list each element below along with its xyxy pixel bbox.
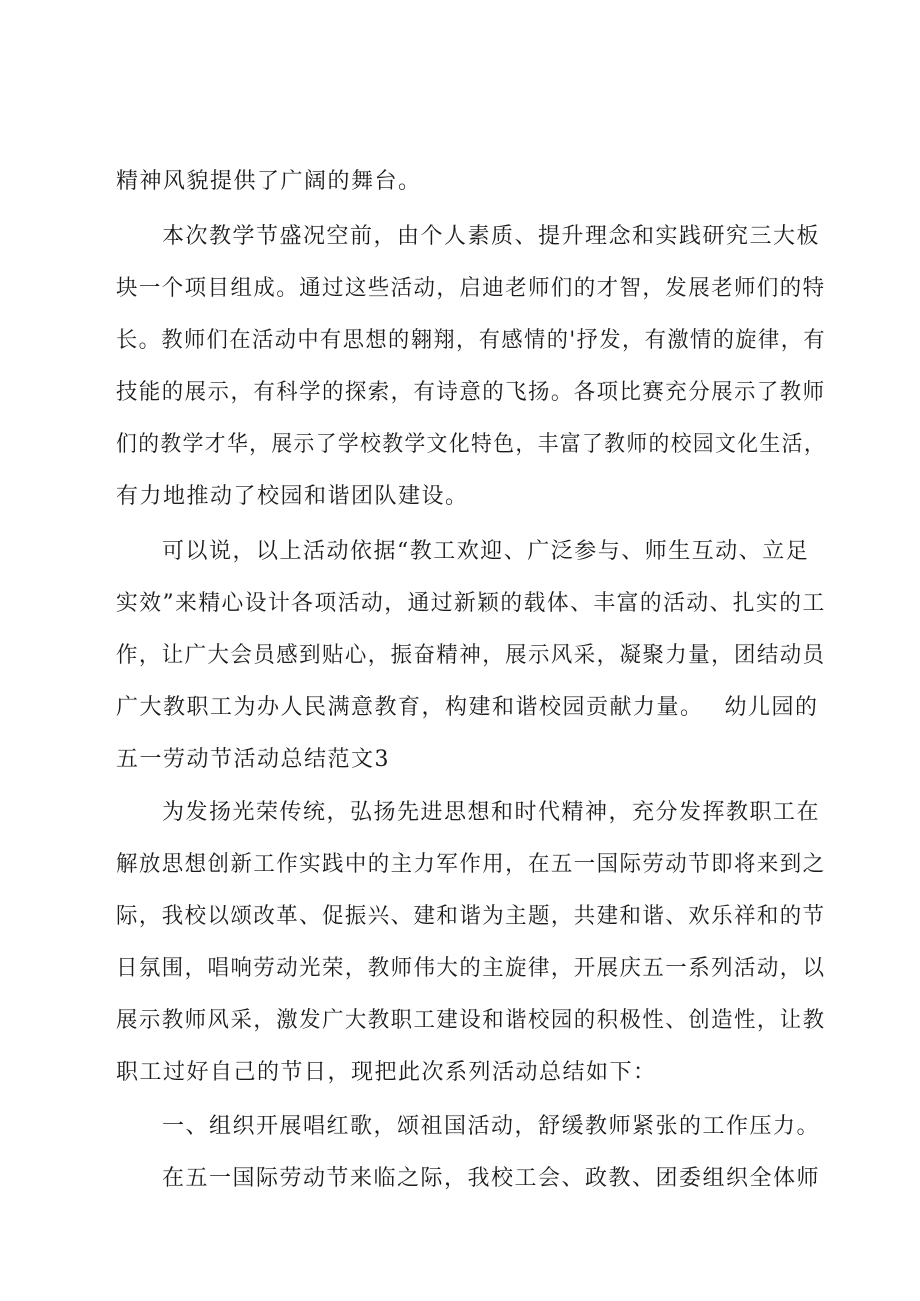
text-line: 块一个项目组成。通过这些活动，启迪老师们的才智，发展老师们的特 bbox=[116, 276, 826, 301]
text-line: 展示教师风采，激发广大教职工建设和谐校园的积极性、创造性，让教 bbox=[116, 1008, 826, 1033]
section-heading: 五一劳动节活动总结范文3 bbox=[116, 747, 390, 772]
text-line: 为发扬光荣传统，弘扬先进思想和时代精神，充分发挥教职工在 bbox=[162, 800, 821, 825]
text-line: 实效”来精心设计各项活动，通过新颖的载体、丰富的活动、扎实的工 bbox=[116, 591, 826, 616]
text-line: 际，我校以颂改革、促振兴、建和谐为主题，共建和谐、欢乐祥和的节 bbox=[116, 904, 826, 929]
text-line: 在五一国际劳动节来临之际，我校工会、政教、团委组织全体师 bbox=[162, 1166, 821, 1191]
text-line: 作，让广大会员感到贴心，振奋精神，展示风采，凝聚力量，团结动员 bbox=[116, 643, 826, 668]
text-line: 有力地推动了校园和谐团队建设。 bbox=[116, 484, 469, 509]
text-line: 广大教职工为办人民满意教育，构建和谐校园贡献力量。 幼儿园的 bbox=[116, 695, 819, 720]
text-line: 解放思想创新工作实践中的主力军作用，在五一国际劳动节即将来到之 bbox=[116, 852, 826, 877]
text-line: 精神风貌提供了广阔的舞台。 bbox=[116, 169, 422, 194]
text-line: 们的教学才华，展示了学校教学文化特色，丰富了教师的校园文化生活， bbox=[116, 432, 827, 457]
text-line: 本次教学节盛况空前，由个人素质、提升理念和实践研究三大板 bbox=[162, 224, 821, 249]
text-line: 长。教师们在活动中有思想的翱翔，有感情的'抒发，有激情的旋律，有 bbox=[116, 328, 827, 353]
text-line: 职工过好自己的节日，现把此次系列活动总结如下： bbox=[116, 1060, 657, 1085]
text-line: 技能的展示，有科学的探索，有诗意的飞扬。各项比赛充分展示了教师 bbox=[116, 380, 826, 405]
text-line: 可以说，以上活动依据“教工欢迎、广泛参与、师生互动、立足 bbox=[162, 539, 810, 564]
subheading: 一、组织开展唱红歌，颂祖国活动，舒缓教师紧张的工作压力。 bbox=[162, 1114, 821, 1139]
text-line: 日氛围，唱响劳动光荣，教师伟大的主旋律，开展庆五一系列活动，以 bbox=[116, 956, 826, 981]
